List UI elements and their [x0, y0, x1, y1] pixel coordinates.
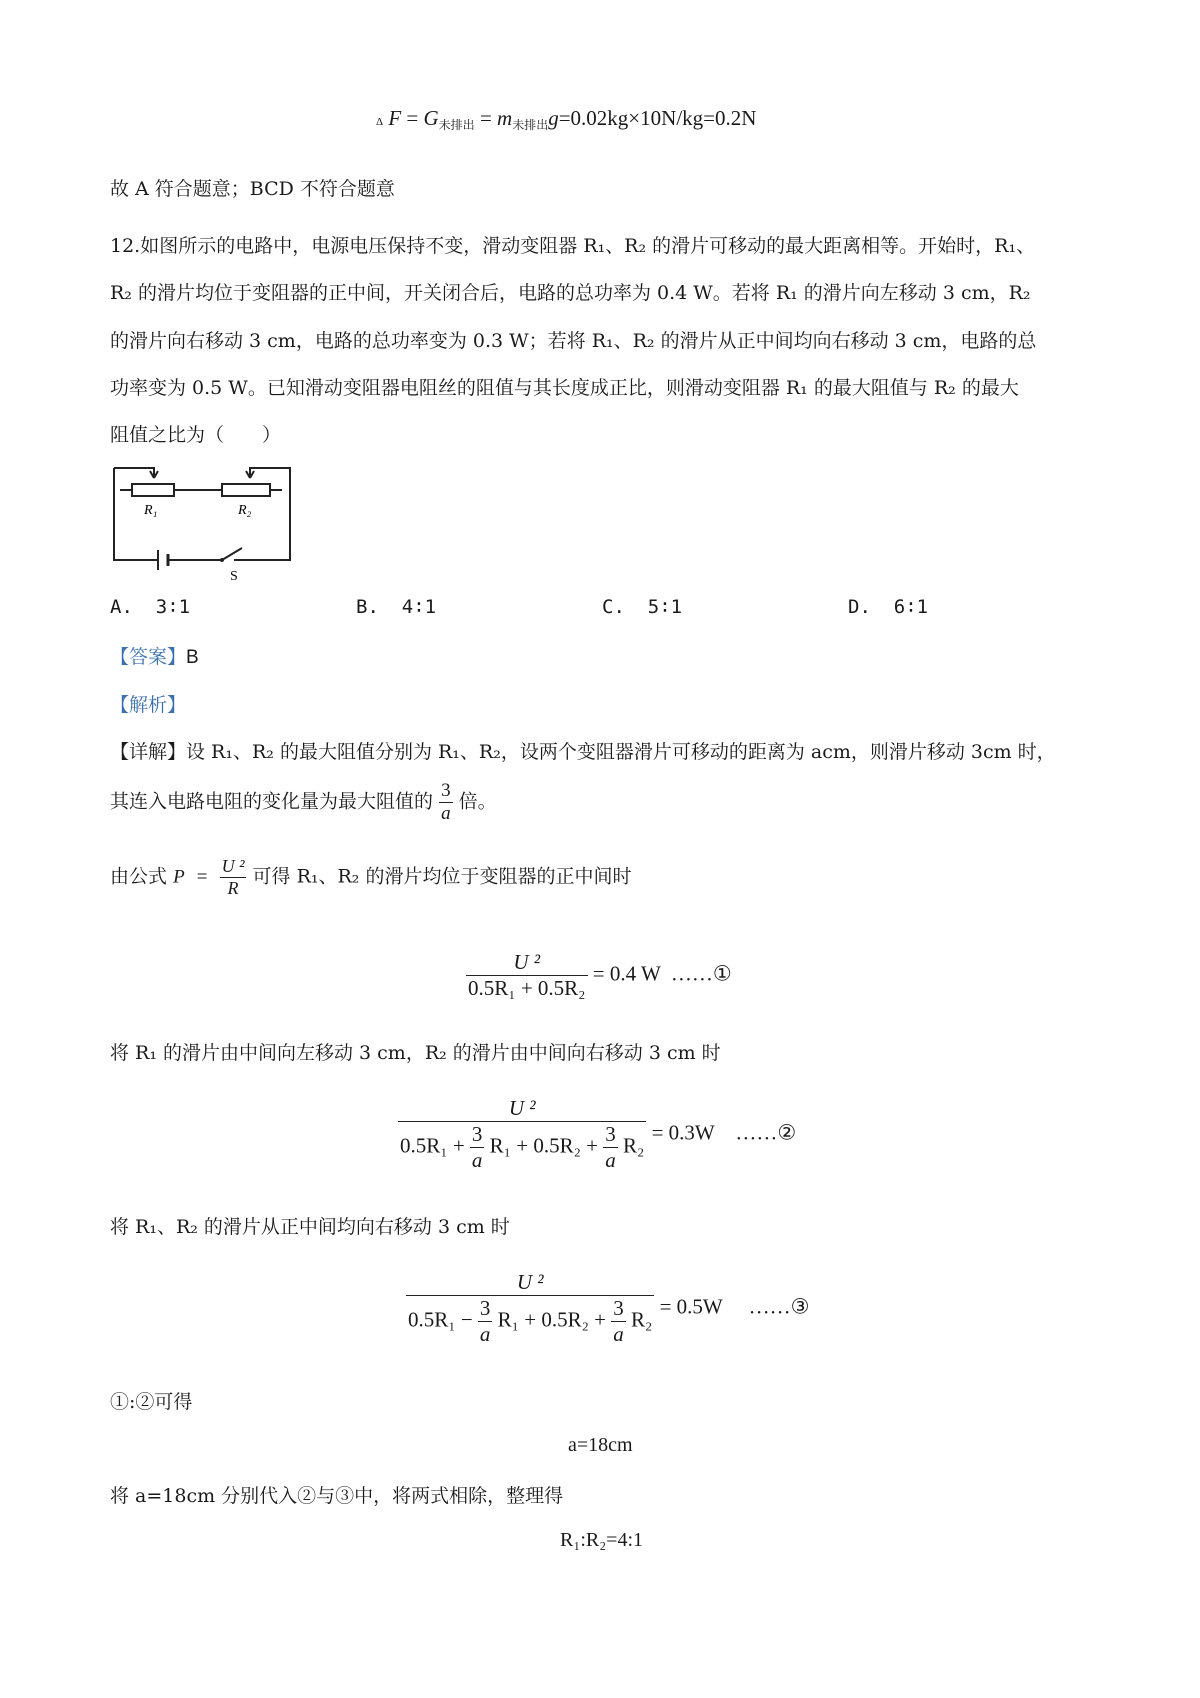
option-a[interactable] [110, 596, 190, 618]
answer-tag: 【答案】 [110, 646, 187, 668]
switch-pivot [220, 558, 224, 562]
eq-var-small-g: g [548, 106, 559, 130]
formula-pre: 由公式 [110, 865, 168, 888]
detail-text-2-end: 倍。 [458, 790, 497, 813]
fraction-r: R [220, 877, 247, 899]
eq2-frac-2-num: 3 [605, 1122, 616, 1146]
conclusion-line: 故 A 符合题意；BCD 不符合题意 [110, 178, 395, 200]
option-d-letter: D. [848, 596, 871, 618]
eq2-mark: ……② [735, 1120, 797, 1145]
equation-2 [398, 1096, 796, 1173]
eq3-frac-1 [478, 1296, 493, 1347]
answer-value: B [186, 647, 199, 668]
analysis-tag: 【解析】 [110, 694, 187, 716]
question-line-3: 的滑片向右移动 3 cm，电路的总功率变为 0.3 W；若将 R₁、R₂ 的滑片从正中间均向右移动 3 cm，电路的总 [110, 330, 1037, 352]
eq3-den-part-a: 0.5R₁ − [408, 1307, 473, 1332]
circuit-diagram [110, 460, 300, 582]
eq3-den-part-c: R₂ [631, 1307, 653, 1332]
eq3-fraction [406, 1270, 654, 1347]
eq3-rhs: = 0.5W [659, 1294, 723, 1319]
eq3-den-part-b: R₁ + 0.5R₂ + [497, 1307, 607, 1332]
option-c-letter: C. [602, 596, 625, 618]
detail-tag: 【详解】 [110, 741, 187, 763]
option-c[interactable] [602, 596, 682, 618]
eq3-numerator: U ² [516, 1270, 544, 1294]
eq2-frac-2 [603, 1122, 618, 1173]
question-line-5: 阻值之比为（ ） [110, 424, 282, 446]
equation-top: Δ $F = G_{未排出} = m_{未排出}g=0.02kg\times 10N/kg=0.2N$ [376, 106, 757, 132]
option-b-text: 4∶1 [401, 596, 437, 618]
eq2-denominator [398, 1121, 646, 1173]
result-ratio: R₁:R₂=4:1 [560, 1529, 644, 1551]
fraction-denominator: a [441, 803, 451, 824]
eq1-rhs: = 0.4 W [592, 961, 661, 986]
formula-post: 可得 R₁、R₂ 的滑片均位于变阻器的正中间时 [252, 865, 632, 888]
fraction-3-over-a [439, 780, 453, 825]
eq-var-g: G [423, 106, 439, 130]
eq1-numerator: U ² [513, 950, 541, 974]
eq2-fraction [398, 1096, 646, 1173]
delta-symbol: Δ [376, 116, 384, 128]
eq2-numerator: U ² [508, 1096, 536, 1120]
question-line-1 [110, 231, 1035, 258]
question-line-4: 功率变为 0.5 W。已知滑动变阻器电阻丝的阻值与其长度成正比，则滑动变阻器 R₁ 的最大阻值与 R₂ 的最大 [110, 377, 1019, 399]
option-d[interactable] [848, 596, 928, 618]
eq3-frac-1-num: 3 [479, 1296, 491, 1320]
fraction-u2: U ² [221, 856, 245, 876]
move2-line: 将 R₁、R₂ 的滑片从正中间均向右移动 3 cm 时 [110, 1216, 510, 1238]
derive-line: ①:②可得 [110, 1391, 193, 1413]
detail-text-2: 其连入电路电阻的变化量为最大阻值的 [110, 790, 434, 813]
fraction-numerator: 3 [441, 780, 451, 801]
answer-line [110, 642, 199, 669]
move1-line: 将 R₁ 的滑片由中间向左移动 3 cm，R₂ 的滑片由中间向右移动 3 cm 时 [110, 1042, 721, 1064]
eq-sub-1: 未排出 [438, 118, 475, 132]
option-d-text: 6∶1 [893, 596, 929, 618]
question-number: 12. [110, 235, 141, 257]
formula-eq: = [196, 866, 208, 888]
option-b-letter: B. [356, 596, 379, 618]
equation-3 [406, 1270, 809, 1347]
detail-line-1 [110, 737, 1056, 764]
equation-1 [466, 950, 732, 1001]
eq1-fraction [466, 950, 588, 1001]
formula-var-p: P [173, 866, 185, 888]
option-a-letter: A. [110, 596, 133, 618]
question-text-1: 如图所示的电路中，电源电压保持不变，滑动变阻器 R₁、R₂ 的滑片可移动的最大距离相等。开始时，R₁、 [140, 235, 1036, 257]
detail-line-2 [110, 780, 497, 825]
label-r1: R₁ [144, 503, 158, 518]
fraction-u2-over-r [220, 856, 247, 899]
option-b[interactable] [356, 596, 436, 618]
eq2-frac-1 [470, 1122, 485, 1173]
eq3-denominator [406, 1295, 654, 1347]
option-a-text: 3∶1 [155, 596, 191, 618]
eq3-frac-1-den: a [479, 1322, 491, 1346]
eq1-mark: ……① [670, 961, 732, 986]
eq3-frac-2 [611, 1296, 626, 1347]
formula-line [110, 856, 631, 899]
eq-top-value: =0.02kg×10N/kg=0.2N [558, 106, 757, 130]
detail-text-1: 设 R₁、R₂ 的最大阻值分别为 R₁、R₂，设两个变阻器滑片可移动的距离为 acm，则滑片移动 3cm 时， [186, 741, 1056, 763]
eq1-denominator: 0.5R₁ + 0.5R₂ [468, 976, 586, 1000]
eq2-den-part-a: 0.5R₁ + [400, 1133, 465, 1158]
eq2-den-part-b: R₁ + 0.5R₂ + [489, 1133, 599, 1158]
eq2-rhs: = 0.3W [651, 1120, 715, 1145]
eq2-frac-1-num: 3 [471, 1122, 483, 1146]
label-r2: R₂ [238, 503, 252, 518]
result-a: a=18cm [568, 1434, 633, 1456]
label-switch: S [230, 569, 238, 582]
eq-var-f: F [388, 106, 402, 130]
eq2-frac-2-den: a [605, 1148, 616, 1172]
eq3-frac-2-den: a [613, 1322, 624, 1346]
eq3-frac-2-num: 3 [613, 1296, 624, 1320]
eq2-frac-1-den: a [471, 1148, 483, 1172]
eq-sub-2: 未排出 [512, 118, 549, 132]
eq2-den-part-c: R₂ [623, 1133, 645, 1158]
question-line-2: R₂ 的滑片均位于变阻器的正中间，开关闭合后，电路的总功率为 0.4 W。若将 R₁ 的滑片向左移动 3 cm，R₂ [110, 282, 1031, 304]
option-c-text: 5∶1 [647, 596, 683, 618]
eq-var-m: m [497, 106, 513, 130]
substitute-line: 将 a=18cm 分别代入②与③中，将两式相除，整理得 [110, 1485, 564, 1507]
eq3-mark: ……③ [748, 1294, 810, 1319]
